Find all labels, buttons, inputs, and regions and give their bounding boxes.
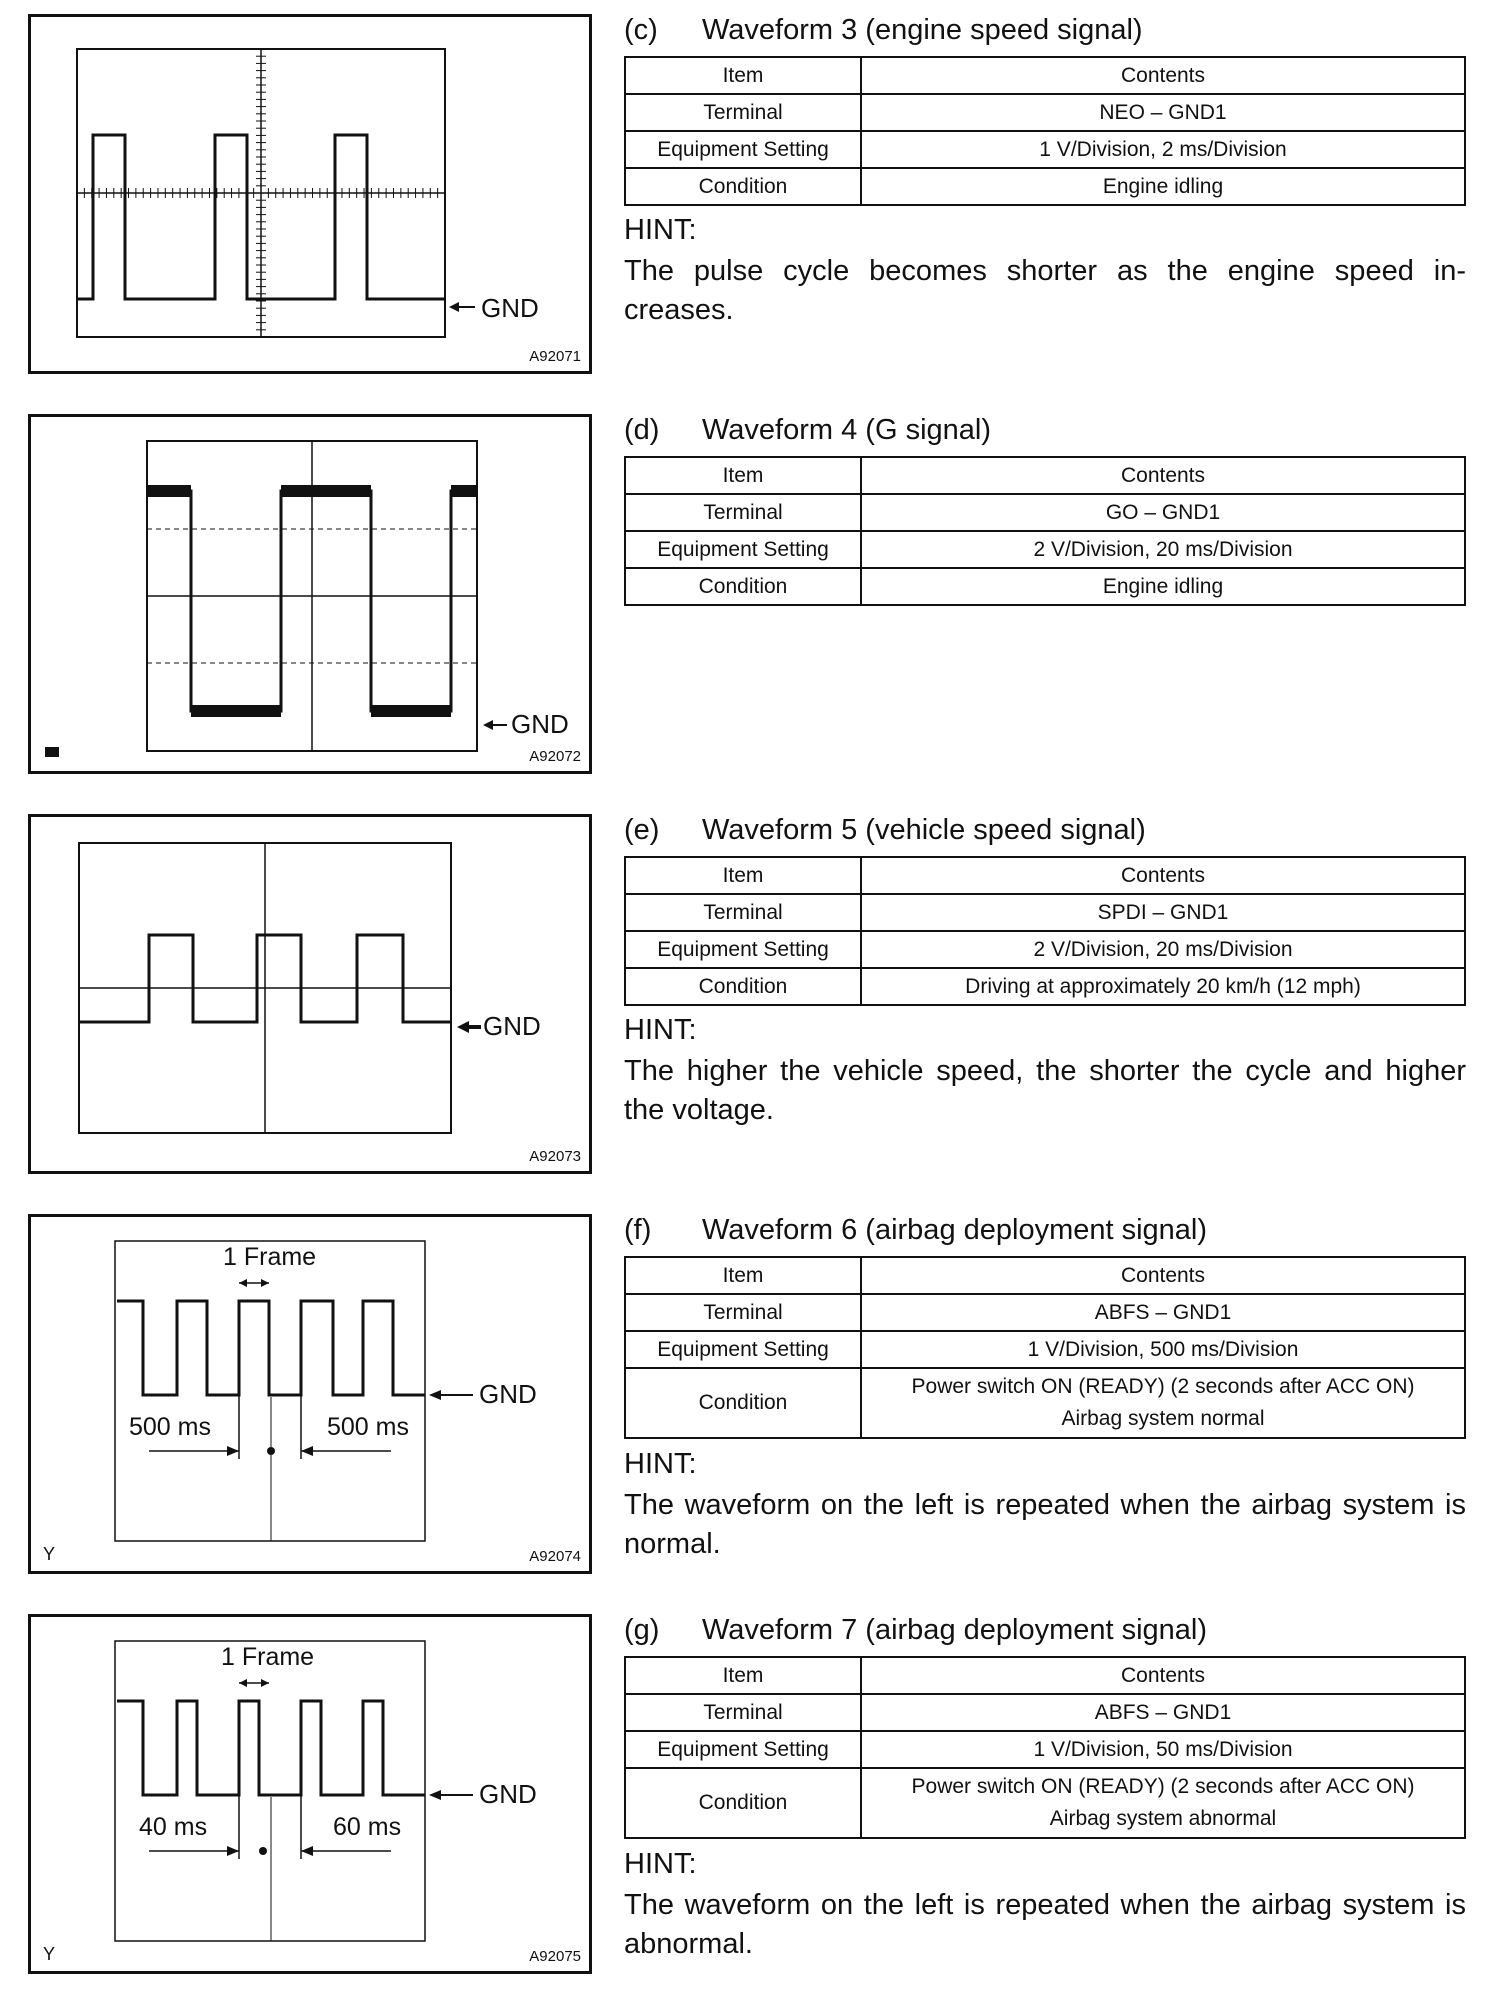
section-title: Waveform 7 (airbag deployment signal)	[702, 1614, 1208, 1646]
right-time-label: 60 ms	[333, 1813, 402, 1841]
header-item: Item	[625, 57, 861, 94]
figure-code: A92074	[529, 1548, 581, 1565]
corner-mark: Y	[43, 1944, 56, 1964]
figure-code: A92072	[529, 748, 581, 765]
row-value	[861, 1368, 1465, 1438]
info-table	[624, 56, 1466, 206]
row-value: 1 V/Division, 500 ms/Division	[861, 1331, 1465, 1368]
info-table	[624, 456, 1466, 606]
table-row	[625, 1331, 1465, 1368]
gnd-label: GND	[479, 1779, 537, 1809]
row-value: ABFS – GND1	[861, 1294, 1465, 1331]
row-label: Equipment Setting	[625, 531, 861, 568]
row-label: Condition	[625, 1368, 861, 1438]
row-value: SPDI – GND1	[861, 894, 1465, 931]
hint-text: The higher the vehicle speed, the shorter the cycle and higher the voltage.	[624, 1055, 1466, 1126]
table-row	[625, 894, 1465, 931]
gnd-label: GND	[483, 1011, 541, 1041]
section-title: Waveform 6 (airbag deployment signal)	[702, 1214, 1208, 1246]
hint-label: HINT:	[624, 1014, 697, 1046]
row-label: Terminal	[625, 1294, 861, 1331]
table-header-row	[625, 857, 1465, 894]
waveform-7-figure	[28, 1614, 592, 1974]
section-letter: (e)	[624, 814, 660, 846]
condition-line-1: Power switch ON (READY) (2 seconds after ACC ON)	[911, 1375, 1415, 1398]
info-table	[624, 1656, 1466, 1839]
row-value: 1 V/Division, 50 ms/Division	[861, 1731, 1465, 1768]
row-label: Terminal	[625, 94, 861, 131]
row-label: Condition	[625, 1768, 861, 1838]
corner-mark: Y	[43, 1544, 56, 1564]
hint-text: The waveform on the left is repeated when the airbag system is abnormal.	[624, 1889, 1466, 1960]
figure-code: A92071	[529, 348, 581, 365]
row-value: Engine idling	[861, 168, 1465, 205]
section-title: Waveform 5 (vehicle speed signal)	[702, 814, 1146, 846]
row-label: Terminal	[625, 894, 861, 931]
section-heading	[624, 1614, 1207, 1647]
header-contents: Contents	[861, 857, 1465, 894]
left-time-label: 40 ms	[139, 1813, 208, 1841]
condition-line-2: Airbag system normal	[1061, 1407, 1265, 1430]
header-item: Item	[625, 1657, 861, 1694]
row-label: Condition	[625, 168, 861, 205]
header-contents: Contents	[861, 457, 1465, 494]
row-label: Terminal	[625, 494, 861, 531]
section-heading	[624, 814, 1146, 847]
header-item: Item	[625, 457, 861, 494]
waveform-3-figure	[28, 14, 592, 374]
left-time-label: 500 ms	[129, 1413, 211, 1441]
gnd-label: GND	[511, 709, 569, 739]
section-letter: (d)	[624, 414, 660, 446]
table-row	[625, 131, 1465, 168]
section-heading	[624, 414, 991, 447]
row-value: 2 V/Division, 20 ms/Division	[861, 531, 1465, 568]
table-row	[625, 1294, 1465, 1331]
info-table	[624, 856, 1466, 1006]
section-heading	[624, 1214, 1207, 1247]
section-letter: (c)	[624, 14, 658, 46]
waveform-6-figure	[28, 1214, 592, 1574]
row-label: Terminal	[625, 1694, 861, 1731]
row-value: Engine idling	[861, 568, 1465, 605]
waveform-4-figure	[28, 414, 592, 774]
frame-label: 1 Frame	[223, 1243, 317, 1271]
header-contents: Contents	[861, 1257, 1465, 1294]
row-value: ABFS – GND1	[861, 1694, 1465, 1731]
table-row	[625, 968, 1465, 1005]
section-letter: (f)	[624, 1214, 652, 1246]
section-letter: (g)	[624, 1614, 660, 1646]
gnd-label: GND	[479, 1379, 537, 1409]
row-value	[861, 1768, 1465, 1838]
table-header-row	[625, 1257, 1465, 1294]
row-label: Equipment Setting	[625, 131, 861, 168]
row-label: Equipment Setting	[625, 1331, 861, 1368]
table-row	[625, 1368, 1465, 1438]
table-row	[625, 531, 1465, 568]
table-row	[625, 931, 1465, 968]
hint-label: HINT:	[624, 214, 697, 246]
hint-text: The waveform on the left is repeated when the airbag system is normal.	[624, 1489, 1466, 1560]
row-value: GO – GND1	[861, 494, 1465, 531]
row-value: 1 V/Division, 2 ms/Division	[861, 131, 1465, 168]
header-item: Item	[625, 1257, 861, 1294]
condition-line-1: Power switch ON (READY) (2 seconds after ACC ON)	[911, 1775, 1415, 1798]
section-heading	[624, 14, 1143, 47]
frame-label: 1 Frame	[221, 1643, 315, 1671]
hint-label: HINT:	[624, 1448, 697, 1480]
row-value: NEO – GND1	[861, 94, 1465, 131]
waveform-5-oscilloscope	[31, 817, 589, 1171]
row-label: Condition	[625, 568, 861, 605]
table-row	[625, 168, 1465, 205]
section-title: Waveform 3 (engine speed signal)	[702, 14, 1143, 46]
table-row	[625, 568, 1465, 605]
table-row	[625, 94, 1465, 131]
header-item: Item	[625, 857, 861, 894]
table-row	[625, 1768, 1465, 1838]
section-title: Waveform 4 (G signal)	[702, 414, 991, 446]
table-row	[625, 494, 1465, 531]
header-contents: Contents	[861, 1657, 1465, 1694]
table-row	[625, 1731, 1465, 1768]
header-contents: Contents	[861, 57, 1465, 94]
figure-code: A92075	[529, 1948, 581, 1965]
gnd-label: GND	[481, 293, 539, 323]
waveform-4-oscilloscope	[31, 417, 589, 771]
condition-line-2: Airbag system abnormal	[1049, 1807, 1277, 1830]
row-value: 2 V/Division, 20 ms/Division	[861, 931, 1465, 968]
table-header-row	[625, 57, 1465, 94]
row-label: Equipment Setting	[625, 931, 861, 968]
row-value: Driving at approximately 20 km/h (12 mph)	[861, 968, 1465, 1005]
figure-code: A92073	[529, 1148, 581, 1165]
row-label: Equipment Setting	[625, 1731, 861, 1768]
hint-label: HINT:	[624, 1848, 697, 1880]
table-row	[625, 1694, 1465, 1731]
info-table	[624, 1256, 1466, 1439]
right-time-label: 500 ms	[327, 1413, 409, 1441]
hint-text: The pulse cycle becomes shorter as the engine speed in-creases.	[624, 255, 1466, 326]
row-label: Condition	[625, 968, 861, 1005]
table-header-row	[625, 457, 1465, 494]
waveform-5-figure	[28, 814, 592, 1174]
table-header-row	[625, 1657, 1465, 1694]
